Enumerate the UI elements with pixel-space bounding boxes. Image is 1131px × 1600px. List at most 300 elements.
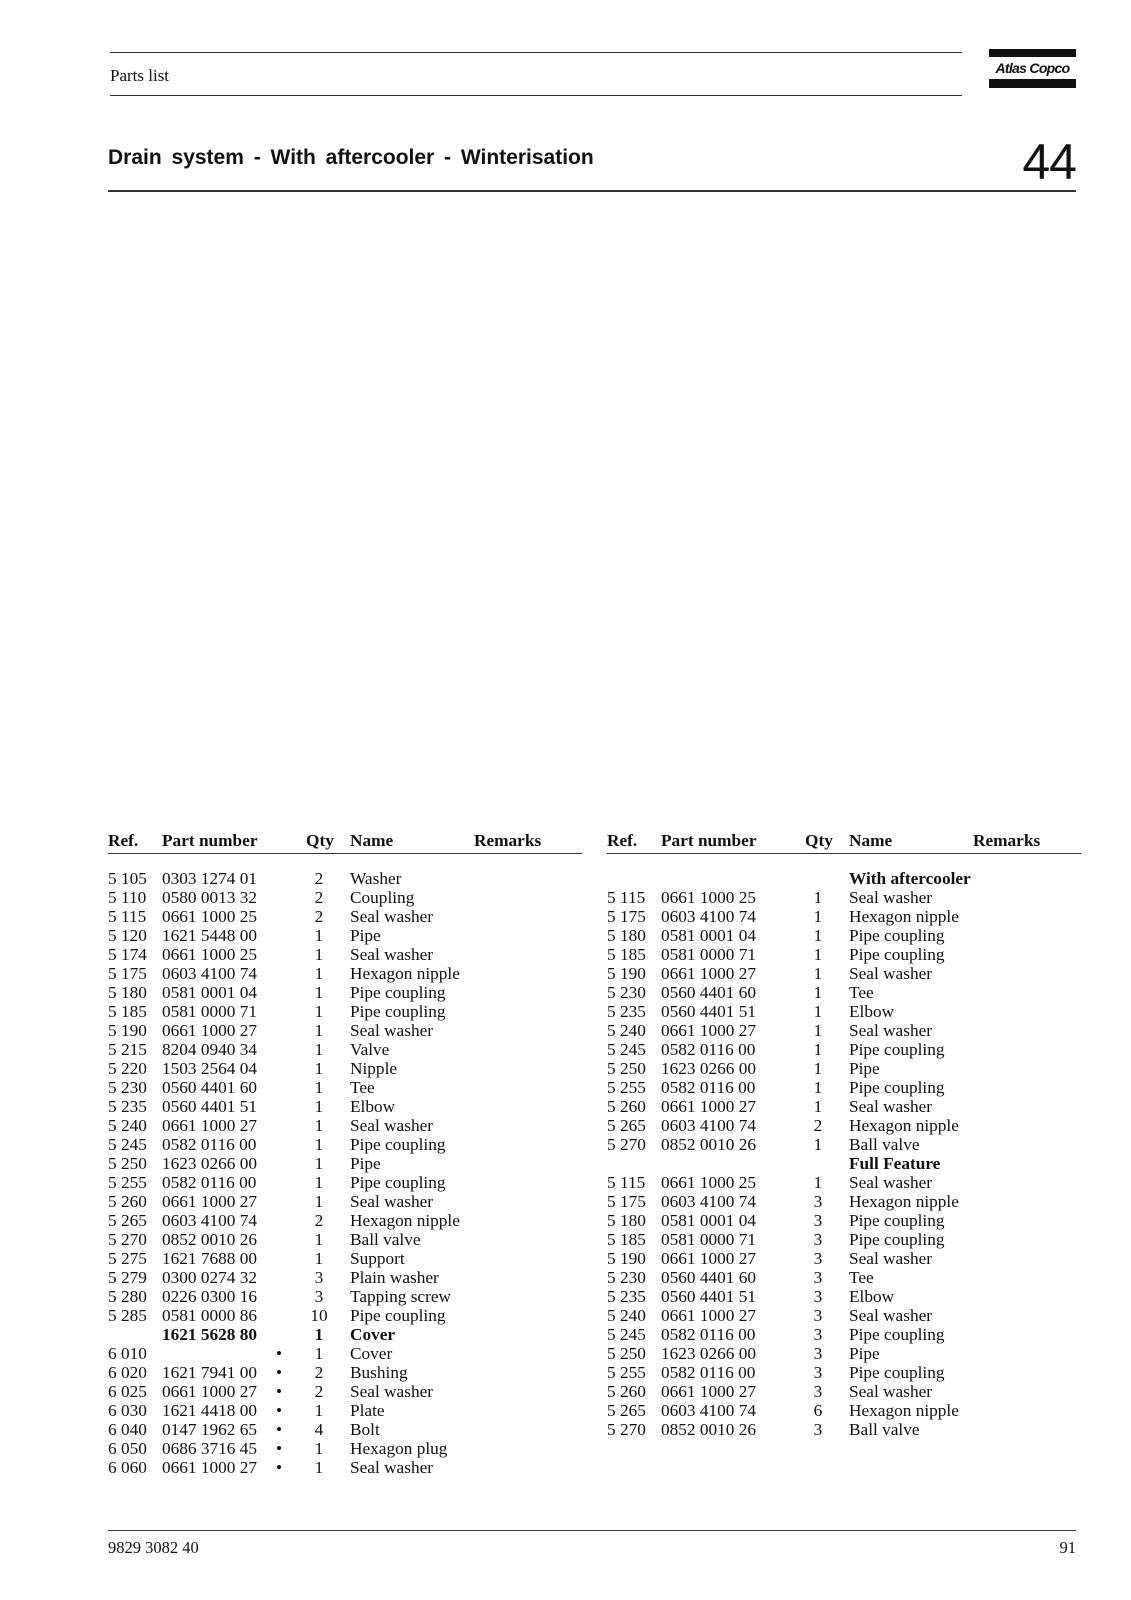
parts-table-left — [108, 830, 582, 1477]
header-section-label: Parts list — [110, 66, 170, 85]
table-header — [108, 830, 582, 854]
col-qty-header: Qty — [306, 831, 334, 850]
table-row — [607, 1154, 1081, 1173]
part-number-cell: 1621 5628 80 — [162, 1325, 258, 1344]
ref-cell: 6 020 — [108, 1363, 147, 1382]
ref-cell: 5 180 — [607, 1211, 646, 1230]
part-number-cell: 1623 0266 00 — [661, 1059, 757, 1078]
name-cell: Seal washer — [849, 1021, 933, 1040]
document-number: 9829 3082 40 — [108, 1538, 199, 1557]
name-cell: Ball valve — [849, 1135, 920, 1154]
table-row — [108, 1439, 582, 1458]
name-cell: Seal washer — [350, 945, 434, 964]
qty-cell: 2 — [314, 1382, 324, 1401]
ref-cell: 5 190 — [607, 964, 646, 983]
qty-cell: 1 — [314, 1249, 324, 1268]
qty-cell: 1 — [813, 1040, 823, 1059]
ref-cell: 6 050 — [108, 1439, 147, 1458]
ref-cell: 5 270 — [108, 1230, 147, 1249]
col-part-number-header: Part number — [661, 831, 757, 850]
table-row — [108, 1097, 582, 1116]
qty-cell: 1 — [813, 945, 823, 964]
name-cell: Pipe coupling — [849, 1078, 945, 1097]
name-cell: Nipple — [350, 1059, 398, 1078]
qty-cell: 1 — [813, 1135, 823, 1154]
ref-cell: 5 245 — [607, 1040, 646, 1059]
table-row — [108, 1135, 582, 1154]
ref-cell: 5 215 — [108, 1040, 147, 1059]
title-rule — [108, 190, 1076, 192]
name-cell: Bolt — [350, 1420, 380, 1439]
table-row — [108, 1002, 582, 1021]
section-number: 44 — [1022, 134, 1076, 190]
table-row — [108, 1211, 582, 1230]
part-number-cell: 1621 4418 00 — [162, 1401, 258, 1420]
table-row — [607, 1135, 1081, 1154]
part-number-cell: 1623 0266 00 — [661, 1344, 757, 1363]
table-row — [108, 1154, 582, 1173]
qty-cell: 4 — [314, 1420, 324, 1439]
name-cell: Elbow — [849, 1002, 895, 1021]
ref-cell: 5 185 — [607, 945, 646, 964]
qty-cell: 3 — [813, 1382, 823, 1401]
sub-item-bullet: • — [276, 1382, 283, 1401]
qty-cell: 1 — [314, 1439, 324, 1458]
name-cell: Hexagon nipple — [350, 964, 460, 983]
table-row — [607, 1401, 1081, 1420]
qty-cell: 1 — [314, 1230, 324, 1249]
part-number-cell: 0582 0116 00 — [661, 1078, 756, 1097]
header-bottom-rule — [110, 95, 962, 96]
ref-cell: 5 270 — [607, 1420, 646, 1439]
ref-cell: 5 185 — [108, 1002, 147, 1021]
ref-cell: 6 025 — [108, 1382, 147, 1401]
illustration-area — [108, 200, 1076, 820]
col-remarks-header: Remarks — [973, 831, 1041, 850]
qty-cell: 3 — [314, 1287, 324, 1306]
sub-item-bullet: • — [276, 1363, 283, 1382]
part-number-cell: 0303 1274 01 — [162, 869, 258, 888]
qty-cell: 1 — [314, 926, 324, 945]
name-cell: Elbow — [849, 1287, 895, 1306]
name-cell: Support — [350, 1249, 405, 1268]
sub-item-bullet: • — [276, 1401, 283, 1420]
table-row — [108, 1268, 582, 1287]
name-cell: Pipe coupling — [350, 1002, 446, 1021]
name-cell: Tee — [350, 1078, 375, 1097]
table-row — [607, 1002, 1081, 1021]
table-row — [607, 1306, 1081, 1325]
qty-cell: 1 — [314, 1040, 324, 1059]
ref-cell: 5 260 — [607, 1097, 646, 1116]
page-title: Drain system - With aftercooler - Winterisation — [108, 146, 594, 169]
part-number-cell: 0661 1000 27 — [162, 1021, 258, 1040]
ref-cell: 5 245 — [607, 1325, 646, 1344]
table-row — [108, 1116, 582, 1135]
table-row — [108, 1249, 582, 1268]
qty-cell: 1 — [314, 1097, 324, 1116]
name-cell: Pipe — [350, 1154, 381, 1173]
table-row — [607, 1249, 1081, 1268]
col-remarks-header: Remarks — [474, 831, 542, 850]
table-row — [108, 1420, 582, 1439]
part-number-cell: 0300 0274 32 — [162, 1268, 258, 1287]
qty-cell: 2 — [813, 1116, 823, 1135]
table-row — [108, 907, 582, 926]
table-row — [108, 1344, 582, 1363]
table-row — [108, 1382, 582, 1401]
ref-cell: 5 230 — [607, 1268, 646, 1287]
ref-cell: 5 250 — [108, 1154, 147, 1173]
name-cell: Seal washer — [849, 1173, 933, 1192]
qty-cell: 3 — [813, 1363, 823, 1382]
qty-cell: 1 — [314, 1325, 324, 1344]
qty-cell: 3 — [813, 1306, 823, 1325]
table-row — [607, 1325, 1081, 1344]
name-cell: Hexagon nipple — [849, 1401, 959, 1420]
ref-cell: 5 279 — [108, 1268, 147, 1287]
qty-cell: 2 — [314, 888, 324, 907]
ref-cell: 5 255 — [108, 1173, 147, 1192]
ref-cell: 5 245 — [108, 1135, 147, 1154]
logo-wordmark: Atlas Copco — [995, 60, 1070, 76]
table-row — [607, 1116, 1081, 1135]
qty-cell: 1 — [813, 1078, 823, 1097]
ref-cell: 6 060 — [108, 1458, 147, 1477]
part-number-cell: 1503 2564 04 — [162, 1059, 258, 1078]
ref-cell: 5 260 — [108, 1192, 147, 1211]
table-row — [607, 1287, 1081, 1306]
qty-cell: 2 — [314, 869, 324, 888]
qty-cell: 1 — [314, 945, 324, 964]
table-row — [607, 1344, 1081, 1363]
qty-cell: 1 — [314, 1192, 324, 1211]
table-row — [108, 1363, 582, 1382]
part-number-cell: 0852 0010 26 — [162, 1230, 258, 1249]
qty-cell: 3 — [813, 1344, 823, 1363]
ref-cell: 5 265 — [607, 1401, 646, 1420]
ref-cell: 5 190 — [607, 1249, 646, 1268]
name-cell: Seal washer — [350, 1382, 434, 1401]
part-number-cell: 1621 5448 00 — [162, 926, 258, 945]
table-row — [607, 926, 1081, 945]
table-row — [108, 1040, 582, 1059]
ref-cell: 5 270 — [607, 1135, 646, 1154]
part-number-cell: 0560 4401 51 — [162, 1097, 258, 1116]
table-row — [607, 888, 1081, 907]
ref-cell: 5 240 — [607, 1021, 646, 1040]
sub-item-bullet: • — [276, 1458, 283, 1477]
table-row — [607, 1420, 1081, 1439]
logo-bottom-bar — [989, 79, 1076, 88]
name-cell: Pipe — [350, 926, 381, 945]
qty-cell: 1 — [813, 983, 823, 1002]
qty-cell: 3 — [813, 1230, 823, 1249]
name-cell: Pipe coupling — [350, 1135, 446, 1154]
ref-cell: 5 255 — [607, 1363, 646, 1382]
part-number-cell: 0661 1000 27 — [661, 1382, 757, 1401]
table-row — [108, 1325, 582, 1344]
part-number-cell: 0580 0013 32 — [162, 888, 258, 907]
qty-cell: 3 — [813, 1192, 823, 1211]
qty-cell: 2 — [314, 1363, 324, 1382]
qty-cell: 1 — [813, 907, 823, 926]
table-row — [108, 1401, 582, 1420]
ref-cell: 5 285 — [108, 1306, 147, 1325]
col-qty-header: Qty — [805, 831, 833, 850]
ref-cell: 5 115 — [607, 888, 646, 907]
col-name-header: Name — [350, 831, 394, 850]
atlas-copco-logo — [989, 49, 1076, 88]
table-row — [108, 964, 582, 983]
part-number-cell: 1621 7941 00 — [162, 1363, 258, 1382]
table-row — [607, 1040, 1081, 1059]
ref-cell: 5 265 — [607, 1116, 646, 1135]
ref-cell: 5 185 — [607, 1230, 646, 1249]
qty-cell: 1 — [813, 1059, 823, 1078]
table-row — [108, 1230, 582, 1249]
name-cell: Hexagon nipple — [350, 1211, 460, 1230]
name-cell: Pipe coupling — [350, 1306, 446, 1325]
table-row — [607, 945, 1081, 964]
part-number-cell: 0560 4401 51 — [661, 1287, 757, 1306]
part-number-cell: 0581 0001 04 — [661, 926, 757, 945]
table-row — [108, 1192, 582, 1211]
part-number-cell: 0852 0010 26 — [661, 1420, 757, 1439]
qty-cell: 3 — [813, 1287, 823, 1306]
table-row — [607, 1211, 1081, 1230]
part-number-cell: 0603 4100 74 — [661, 1192, 757, 1211]
name-cell: Hexagon nipple — [849, 1116, 959, 1135]
qty-cell: 3 — [813, 1268, 823, 1287]
part-number-cell: 0581 0000 71 — [661, 1230, 757, 1249]
logo-top-bar — [989, 49, 1076, 57]
part-number-cell: 0661 1000 25 — [162, 945, 258, 964]
name-cell: Pipe coupling — [849, 926, 945, 945]
part-number-cell: 0582 0116 00 — [661, 1325, 756, 1344]
qty-cell: 1 — [314, 1135, 324, 1154]
part-number-cell: 0661 1000 27 — [661, 964, 757, 983]
part-number-cell: 0147 1962 65 — [162, 1420, 258, 1439]
part-number-cell: 0603 4100 74 — [661, 907, 757, 926]
table-row — [607, 907, 1081, 926]
name-cell: Tee — [849, 1268, 874, 1287]
name-cell: Seal washer — [350, 1021, 434, 1040]
part-number-cell: 0603 4100 74 — [661, 1116, 757, 1135]
parts-table-right — [607, 830, 1081, 1439]
part-number-cell: 0581 0000 86 — [162, 1306, 258, 1325]
name-cell: Seal washer — [350, 1458, 434, 1477]
ref-cell: 6 040 — [108, 1420, 147, 1439]
qty-cell: 1 — [314, 1154, 324, 1173]
part-number-cell: 0661 1000 27 — [162, 1192, 258, 1211]
qty-cell: 1 — [314, 1116, 324, 1135]
name-cell: Pipe coupling — [350, 983, 446, 1002]
qty-cell: 1 — [813, 1097, 823, 1116]
part-number-cell: 8204 0940 34 — [162, 1040, 258, 1059]
name-cell: Ball valve — [350, 1230, 421, 1249]
qty-cell: 3 — [314, 1268, 324, 1287]
table-row — [607, 869, 1081, 888]
name-cell: Seal washer — [350, 907, 434, 926]
table-row — [607, 1382, 1081, 1401]
name-cell: Seal washer — [350, 1116, 434, 1135]
table-row — [108, 1059, 582, 1078]
name-cell: Tapping screw — [350, 1287, 452, 1306]
part-number-cell: 0661 1000 25 — [661, 1173, 757, 1192]
ref-cell: 5 250 — [607, 1059, 646, 1078]
part-number-cell: 0686 3716 45 — [162, 1439, 258, 1458]
name-cell: Elbow — [350, 1097, 396, 1116]
name-cell: Tee — [849, 983, 874, 1002]
name-cell: Pipe coupling — [350, 1173, 446, 1192]
table-body — [108, 869, 582, 1477]
ref-cell: 5 235 — [607, 1287, 646, 1306]
table-row — [607, 1078, 1081, 1097]
qty-cell: 1 — [813, 888, 823, 907]
qty-cell: 1 — [813, 964, 823, 983]
part-number-cell: 0582 0116 00 — [162, 1135, 257, 1154]
part-number-cell: 0603 4100 74 — [162, 964, 258, 983]
ref-cell: 5 275 — [108, 1249, 147, 1268]
qty-cell: 3 — [813, 1249, 823, 1268]
table-row — [607, 1097, 1081, 1116]
name-cell: Hexagon nipple — [849, 907, 959, 926]
part-number-cell: 0560 4401 51 — [661, 1002, 757, 1021]
ref-cell: 5 255 — [607, 1078, 646, 1097]
name-cell: Plate — [350, 1401, 385, 1420]
table-row — [607, 983, 1081, 1002]
part-number-cell: 0581 0001 04 — [162, 983, 258, 1002]
col-ref-header: Ref. — [607, 831, 638, 850]
table-row — [607, 1363, 1081, 1382]
qty-cell: 1 — [314, 1401, 324, 1420]
table-row — [108, 1306, 582, 1325]
name-cell: Seal washer — [849, 964, 933, 983]
table-row — [108, 983, 582, 1002]
part-number-cell: 0661 1000 25 — [162, 907, 258, 926]
footer-rule — [108, 1530, 1076, 1531]
ref-cell: 5 115 — [607, 1173, 646, 1192]
ref-cell: 5 240 — [607, 1306, 646, 1325]
ref-cell: 5 175 — [108, 964, 147, 983]
part-number-cell: 0852 0010 26 — [661, 1135, 757, 1154]
table-row — [607, 1192, 1081, 1211]
table-row — [108, 926, 582, 945]
part-number-cell: 0661 1000 27 — [162, 1458, 258, 1477]
name-cell: Seal washer — [849, 1097, 933, 1116]
name-cell: Ball valve — [849, 1420, 920, 1439]
qty-cell: 10 — [310, 1306, 328, 1325]
qty-cell: 1 — [314, 1078, 324, 1097]
part-number-cell: 1621 7688 00 — [162, 1249, 258, 1268]
name-cell: Pipe coupling — [849, 1363, 945, 1382]
ref-cell: 5 110 — [108, 888, 147, 907]
name-cell: Pipe coupling — [849, 1325, 945, 1344]
table-body — [607, 869, 1081, 1439]
qty-cell: 6 — [813, 1401, 823, 1420]
ref-cell: 6 030 — [108, 1401, 147, 1420]
table-row — [607, 1021, 1081, 1040]
ref-cell: 5 250 — [607, 1344, 646, 1363]
part-number-cell: 0661 1000 27 — [661, 1097, 757, 1116]
table-row — [108, 1021, 582, 1040]
part-number-cell: 0582 0116 00 — [661, 1363, 756, 1382]
qty-cell: 1 — [314, 1458, 324, 1477]
part-number-cell: 0581 0000 71 — [162, 1002, 258, 1021]
sub-item-bullet: • — [276, 1344, 283, 1363]
ref-cell: 5 235 — [108, 1097, 147, 1116]
ref-cell: 6 010 — [108, 1344, 147, 1363]
part-number-cell: 0661 1000 27 — [661, 1021, 757, 1040]
sub-item-bullet: • — [276, 1439, 283, 1458]
name-cell: Pipe coupling — [849, 1211, 945, 1230]
qty-cell: 2 — [314, 907, 324, 926]
page-number: 91 — [1059, 1538, 1076, 1557]
part-number-cell: 0661 1000 27 — [661, 1306, 757, 1325]
qty-cell: 3 — [813, 1325, 823, 1344]
name-cell: Washer — [350, 869, 402, 888]
qty-cell: 1 — [813, 926, 823, 945]
table-header — [607, 830, 1081, 854]
part-number-cell: 0582 0116 00 — [162, 1173, 257, 1192]
part-number-cell: 0226 0300 16 — [162, 1287, 258, 1306]
ref-cell: 5 175 — [607, 907, 646, 926]
part-number-cell: 0661 1000 27 — [162, 1382, 258, 1401]
col-part-number-header: Part number — [162, 831, 258, 850]
qty-cell: 1 — [813, 1002, 823, 1021]
col-name-header: Name — [849, 831, 893, 850]
part-number-cell: 0560 4401 60 — [162, 1078, 258, 1097]
qty-cell: 1 — [813, 1173, 823, 1192]
qty-cell: 3 — [813, 1211, 823, 1230]
part-number-cell: 0603 4100 74 — [661, 1401, 757, 1420]
part-number-cell: 0581 0000 71 — [661, 945, 757, 964]
part-number-cell: 0661 1000 27 — [162, 1116, 258, 1135]
name-cell: Plain washer — [350, 1268, 439, 1287]
qty-cell: 1 — [314, 1173, 324, 1192]
qty-cell: 1 — [314, 964, 324, 983]
name-cell: Valve — [350, 1040, 390, 1059]
ref-cell: 5 180 — [607, 926, 646, 945]
ref-cell: 5 175 — [607, 1192, 646, 1211]
name-cell: Bushing — [350, 1363, 408, 1382]
qty-cell: 3 — [813, 1420, 823, 1439]
name-cell: Seal washer — [350, 1192, 434, 1211]
name-cell: Seal washer — [849, 1249, 933, 1268]
part-number-cell: 1623 0266 00 — [162, 1154, 258, 1173]
ref-cell: 5 240 — [108, 1116, 147, 1135]
qty-cell: 1 — [813, 1021, 823, 1040]
part-number-cell: 0560 4401 60 — [661, 1268, 757, 1287]
ref-cell: 5 280 — [108, 1287, 147, 1306]
name-cell: Hexagon plug — [350, 1439, 448, 1458]
name-cell: With aftercooler — [849, 869, 971, 888]
ref-cell: 5 220 — [108, 1059, 147, 1078]
table-row — [108, 869, 582, 888]
table-row — [108, 1458, 582, 1477]
name-cell: Coupling — [350, 888, 415, 907]
ref-cell: 5 105 — [108, 869, 147, 888]
ref-cell: 5 180 — [108, 983, 147, 1002]
name-cell: Full Feature — [849, 1154, 941, 1173]
qty-cell: 1 — [314, 1344, 324, 1363]
ref-cell: 5 115 — [108, 907, 147, 926]
col-ref-header: Ref. — [108, 831, 139, 850]
table-row — [108, 888, 582, 907]
part-number-cell: 0560 4401 60 — [661, 983, 757, 1002]
part-number-cell: 0581 0001 04 — [661, 1211, 757, 1230]
